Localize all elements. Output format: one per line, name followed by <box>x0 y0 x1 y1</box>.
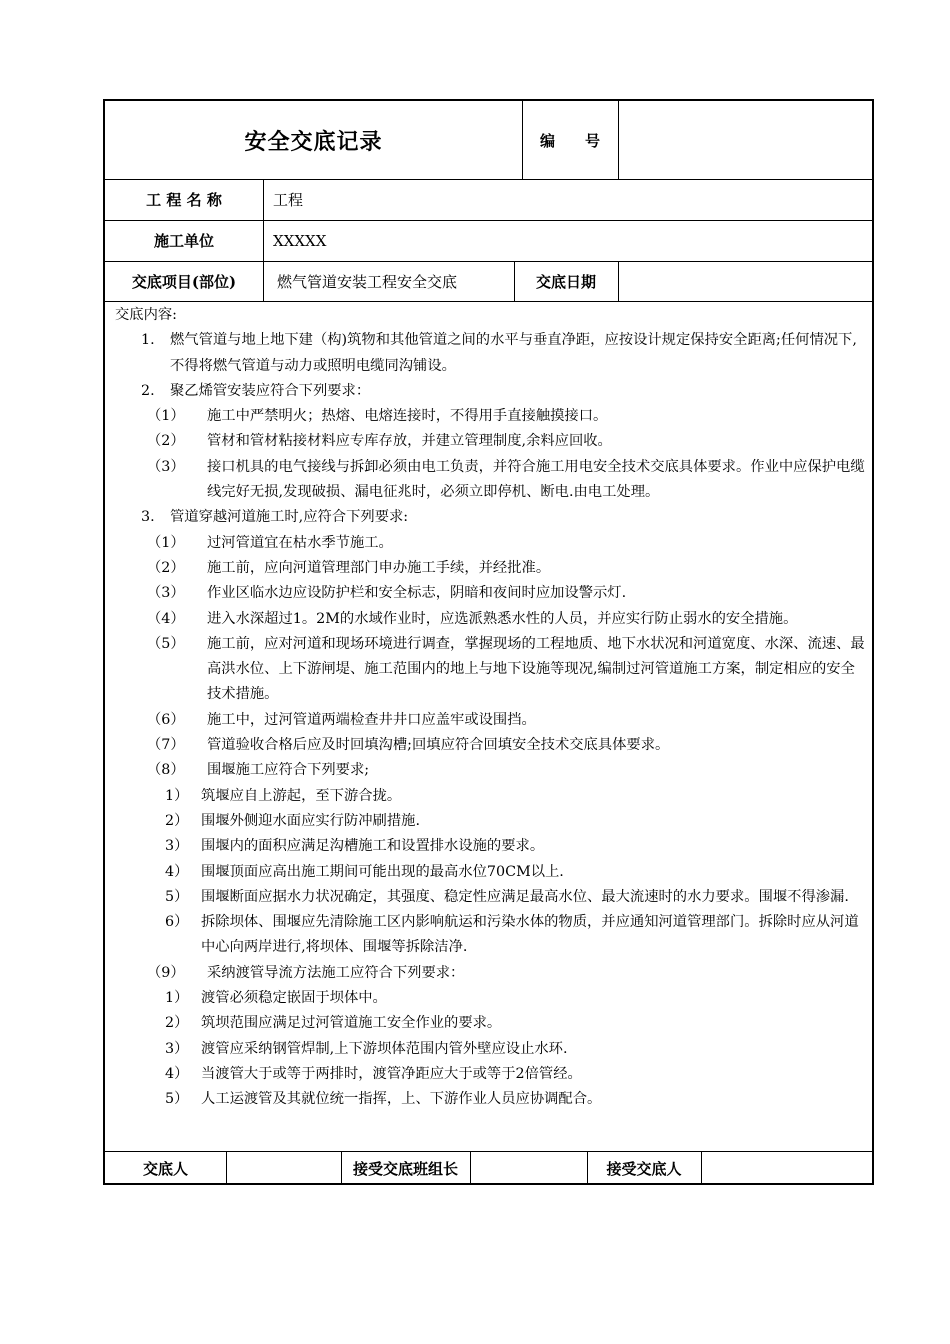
list-item-text: 过河管道宜在枯水季节施工。 <box>207 534 393 551</box>
list-item-number: （1） <box>147 408 185 425</box>
list-item <box>105 632 872 708</box>
list-item-number: 5） <box>165 1091 189 1108</box>
date-value[interactable] <box>618 261 874 301</box>
leader-label: 接受交底班组长 <box>352 1159 458 1178</box>
list-item-text: 管道穿越河道施工时,应符合下列要求: <box>170 509 409 526</box>
list-item-text: 聚乙烯管安装应符合下列要求： <box>170 382 371 399</box>
list-item-number: 5） <box>165 888 189 905</box>
list-item-number: （5） <box>147 635 185 652</box>
constructor-value[interactable]: XXXXX <box>273 231 327 250</box>
list-item <box>105 758 872 783</box>
list-item-number: 2） <box>165 1015 189 1032</box>
list-item-number: （7） <box>147 737 185 754</box>
list-item-text: 施工中，过河管道两端检查井井口应盖牢或设围挡。 <box>207 711 536 728</box>
list-item <box>105 910 872 961</box>
presenter-value[interactable] <box>226 1151 341 1185</box>
list-item-number: （9） <box>147 964 185 981</box>
list-item <box>105 581 872 606</box>
presenter-label: 交底人 <box>142 1159 188 1178</box>
item-value[interactable]: 燃气管道安装工程安全交底 <box>277 272 458 291</box>
list-item-number: 4） <box>165 863 189 880</box>
list-item-number: （2） <box>147 559 185 576</box>
list-item <box>105 556 872 581</box>
list-item <box>105 885 872 910</box>
project-name-label: 工 程 名 称 <box>146 191 222 209</box>
list-item-number: 1） <box>165 787 189 804</box>
date-label: 交底日期 <box>535 272 596 291</box>
list-item <box>105 708 872 733</box>
list-item <box>105 379 872 404</box>
list-item <box>105 986 872 1011</box>
list-item-text: 进入水深超过1。2M的水域作业时，应选派熟悉水性的人员，并应实行防止弱水的安全措施。 <box>207 610 798 627</box>
list-item <box>105 531 872 556</box>
list-item-number: 2. <box>141 382 155 399</box>
list-item <box>105 1087 872 1112</box>
list-item-text: 管材和管材粘接材料应专库存放，并建立管理制度,余料应回收。 <box>207 433 612 450</box>
number-value[interactable] <box>618 101 874 179</box>
list-item-text: 筑坝范围应满足过河管道施工安全作业的要求。 <box>201 1015 502 1032</box>
item-label: 交底项目(部位) <box>131 272 237 291</box>
list-item-text: 围堰断面应据水力状况确定，其强度、稳定性应满足最高水位、最大流速时的水力要求。围堰不得渗漏. <box>201 888 849 905</box>
list-item-text: 围堰外侧迎水面应实行防冲刷措施. <box>201 812 420 829</box>
safety-briefing-form <box>103 99 874 1185</box>
list-item <box>105 809 872 834</box>
list-item <box>105 733 872 758</box>
list-item-text: 当渡管大于或等于两排时，渡管净距应大于或等于2倍管经。 <box>201 1065 582 1082</box>
list-item-number: （4） <box>147 610 185 627</box>
list-item-number: （1） <box>147 534 185 551</box>
content-heading: 交底内容: <box>115 307 178 323</box>
list-item-number: （2） <box>147 433 185 450</box>
list-item <box>105 834 872 859</box>
list-item <box>105 404 872 429</box>
list-item-number: 3） <box>165 838 189 855</box>
form-title: 安全交底记录 <box>244 128 383 155</box>
list-item-text: 人工运渡管及其就位统一指挥，上、下游作业人员应协调配合。 <box>201 1091 602 1108</box>
list-item-number: （3） <box>147 458 185 475</box>
content-list <box>105 328 872 1112</box>
list-item <box>105 784 872 809</box>
list-item-number: 1. <box>141 332 155 349</box>
list-item-text: 渡管应采纳钢管焊制,上下游坝体范围内管外壁应设止水环. <box>201 1040 568 1057</box>
list-item-number: 4） <box>165 1065 189 1082</box>
list-item-text: 燃气管道与地上地下建（构)筑物和其他管道之间的水平与垂直净距，应按设计规定保持安全距离;任何情况下,不得将燃气管道与动力或照明电缆同沟铺设。 <box>170 332 857 374</box>
list-item-text: 施工前，应对河道和现场环境进行调查，掌握现场的工程地质、地下水状况和河道宽度、水深、流速、最高洪水位、上下游闸堤、施工范围内的地上与地下设施等现况,编制过河管道施工方案，制定相应的安全技术措施。 <box>207 635 865 703</box>
list-item <box>105 607 872 632</box>
list-item <box>105 860 872 885</box>
list-item <box>105 1037 872 1062</box>
list-item-text: 筑堰应自上游起，至下游合拢。 <box>201 787 402 804</box>
briefing-content <box>105 302 872 1149</box>
list-item <box>105 328 872 379</box>
list-item-number: 3） <box>165 1040 189 1057</box>
project-name-value[interactable]: 工程 <box>273 191 304 209</box>
list-item-text: 管道验收合格后应及时回填沟槽;回填应符合回填安全技术交底具体要求。 <box>207 737 670 754</box>
list-item-text: 拆除坝体、围堰应先清除施工区内影响航运和污染水体的物质，并应通知河道管理部门。拆除时应从河道中心向两岸进行,将坝体、围堰等拆除洁净. <box>201 914 859 956</box>
constructor-label: 施工单位 <box>153 232 214 250</box>
receiver-label: 接受交底人 <box>606 1159 682 1178</box>
list-item-text: 作业区临水边应设防护栏和安全标志，阴暗和夜间时应加设警示灯. <box>207 585 627 602</box>
number-label: 编 号 <box>539 131 600 150</box>
list-item-text: 施工中严禁明火；热熔、电熔连接时，不得用手直接触摸接口。 <box>207 408 608 425</box>
list-item-number: 6） <box>165 914 189 931</box>
list-item-number: （8） <box>147 762 185 779</box>
list-item-text: 围堰内的面积应满足沟槽施工和设置排水设施的要求。 <box>201 838 545 855</box>
list-item-number: 2） <box>165 812 189 829</box>
list-item-number: 1） <box>165 990 189 1007</box>
list-item <box>105 1062 872 1087</box>
list-item-text: 采纳渡管导流方法施工应符合下列要求： <box>207 964 465 981</box>
list-item-text: 围堰顶面应高出施工期间可能出现的最高水位70CM以上. <box>201 863 564 880</box>
list-item <box>105 455 872 506</box>
receiver-value[interactable] <box>701 1151 874 1185</box>
list-item-text: 渡管必须稳定嵌固于坝体中。 <box>201 990 387 1007</box>
list-item <box>105 429 872 454</box>
list-item-number: （6） <box>147 711 185 728</box>
list-item <box>105 505 872 530</box>
list-item-number: 3. <box>141 509 155 526</box>
leader-value[interactable] <box>470 1151 587 1185</box>
list-item-text: 施工前，应向河道管理部门申办施工手续，并经批准。 <box>207 559 551 576</box>
list-item-text: 接口机具的电气接线与拆卸必须由电工负责，并符合施工用电安全技术交底具体要求。作业中应保护电缆线完好无损,发现破损、漏电征兆时，必须立即停机、断电.由电工处理。 <box>207 458 865 501</box>
list-item <box>105 961 872 986</box>
list-item-text: 围堰施工应符合下列要求; <box>207 762 370 779</box>
list-item <box>105 1011 872 1036</box>
list-item-number: （3） <box>147 585 185 602</box>
